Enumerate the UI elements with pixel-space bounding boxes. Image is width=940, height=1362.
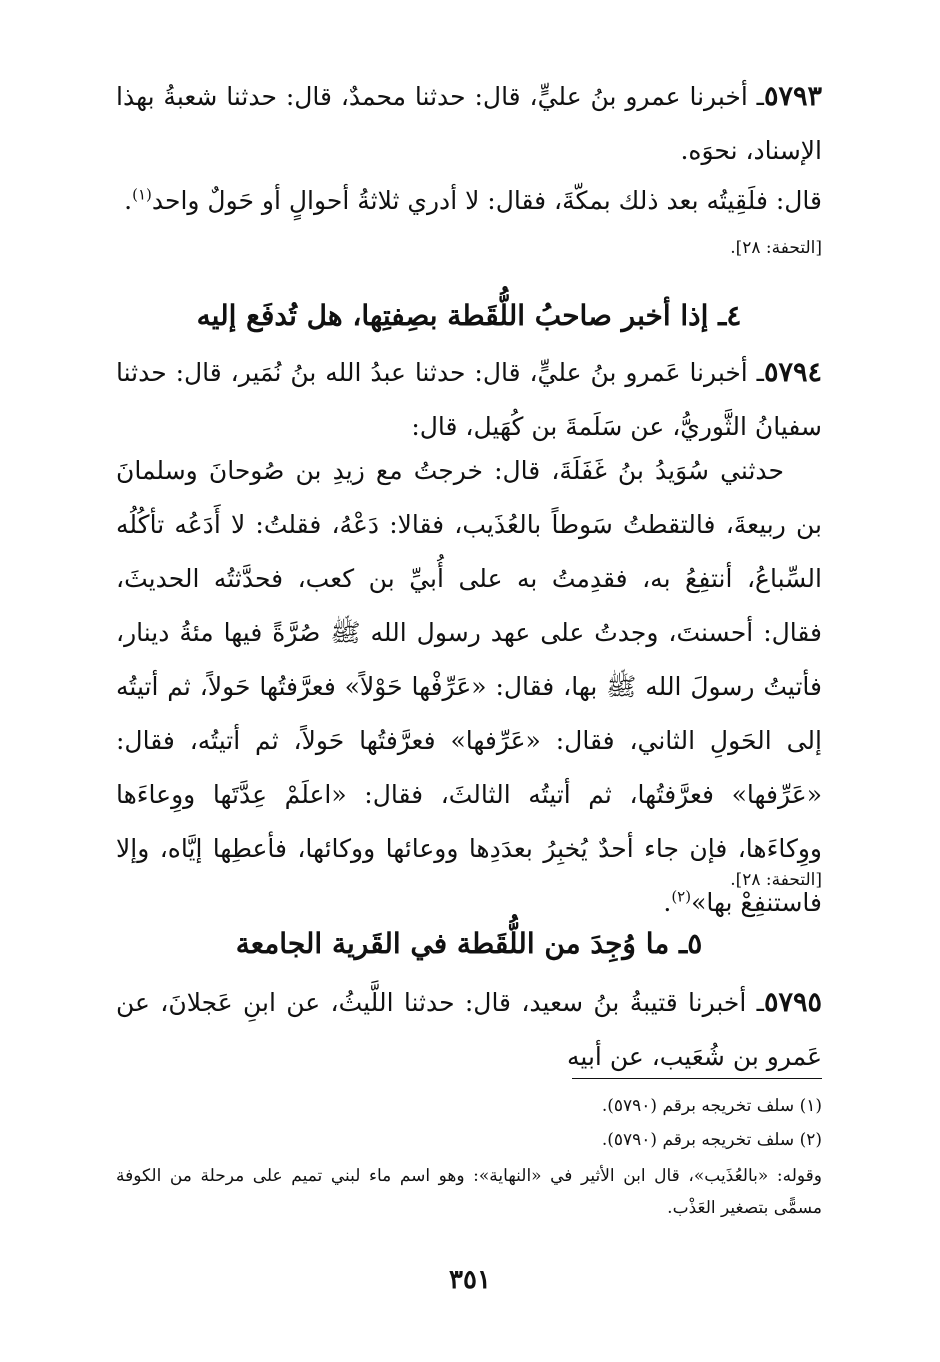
punctuation: .	[663, 888, 672, 917]
chapter-heading: ٤ـ إذا أخبر صاحبُ اللُّقَطة بصِفتِها، هل تُدفَع إليه	[196, 299, 742, 332]
hadith-number: ٥٧٩٣	[763, 81, 822, 112]
footnote-2: (٢) سلف تخريجه برقم (٥٧٩٠).	[601, 1130, 822, 1150]
footnote-marker: (٢)	[671, 887, 692, 906]
hadith-text: ـ أخبرنا قتيبةُ بنُ سعيد، قال: حدثنا اللَّيثُ، عن ابنِ عَجلانَ، عن عَمرو بن شُعَيب، عن أبيه	[116, 988, 822, 1071]
hadith-5793	[116, 70, 822, 178]
footnote-1: (١) سلف تخريجه برقم (٥٧٩٠).	[601, 1096, 822, 1116]
footnote-separator	[572, 1078, 822, 1079]
footnote-marker: (١)	[132, 185, 152, 204]
hadith-5794-body	[116, 444, 822, 930]
chapter-heading: ٥ـ ما وُجِدَ من اللُّقَطة في القَرية الجامعة	[235, 927, 703, 960]
punctuation: .	[124, 186, 133, 215]
hadith-5794	[116, 346, 822, 454]
hadith-body: حدثني سُوَيدُ بنُ غَفَلَةَ، قال: خرجتُ مع زيدِ بن صُوحانَ وسلمانَ بن ربيعةَ، فالتقطتُ سَوطاً بالعُذَيب، فقالا: دَعْهُ، فقلتُ: لا أَدَعُه تأكُلُه السِّباعُ، أنتفِعُ به، فقدِمتُ به على أُبيِّ بن كعب، فحدَّثتُه الحديثَ، فقال: أحسنتَ، وجدتُ على عهد رسول الله ﷺ صُرَّةً فيها مئةُ دينار، فأتيتُ رسولَ الله ﷺ بها، فقال: «عَرِّفْها حَوْلاً» فعرَّفتُها حَولاً، ثم أتيتُه إلى الحَولِ الثاني، فقال: «عَرِّفها» فعرَّفتُها حَولاً، ثم أتيتُه، فقال: «عَرِّفها» فعرَّفتُها، ثم أتيتُه الثالثَ، فقال: «اعلَمْ عِدَّتَها ووِعاءَها ووِكاءَها، فإن جاء أحدٌ يُخبِرُ بعدَدِها ووعائها ووكائها، فأعطِها إيَّاه، وإلا فاستنفِعْ بها»	[116, 456, 822, 917]
hadith-number: ٥٧٩٤	[763, 357, 822, 388]
hadith-number: ٥٧٩٥	[763, 987, 822, 1018]
footnote-2-note: وقوله: «بالعُذَيب»، قال ابن الأثير في «النهاية»: وهو اسم ماء لبني تميم على مرحلة من الكوفة مسمًّى بتصغير العَذْب.	[116, 1166, 822, 1218]
hadith-text: ـ أخبرنا عمرو بنُ عليٍّ، قال: حدثنا محمدٌ، قال: حدثنا شعبةُ بهذا الإسناد، نحوَه.	[116, 82, 822, 165]
hadith-5793-continuation	[116, 174, 822, 228]
hadith-5795	[116, 976, 822, 1084]
page-number: ٣٥١	[449, 1265, 491, 1295]
hadith-text: قال: فلَقِيتُه بعد ذلك بمكّةَ، فقال: لا أدري ثلاثةُ أحوالٍ أو حَولٌ واحد	[151, 186, 822, 215]
tuhfa-reference: [التحفة: ٢٨].	[730, 870, 822, 890]
hadith-text: ـ أخبرنا عَمرو بنُ عليٍّ، قال: حدثنا عبدُ الله بنُ نُمَير، قال: حدثنا سفيانُ الثَّوريُّ، عن سَلَمةَ بن كُهَيل، قال:	[116, 358, 822, 441]
tuhfa-reference: [التحفة: ٢٨].	[730, 238, 822, 258]
